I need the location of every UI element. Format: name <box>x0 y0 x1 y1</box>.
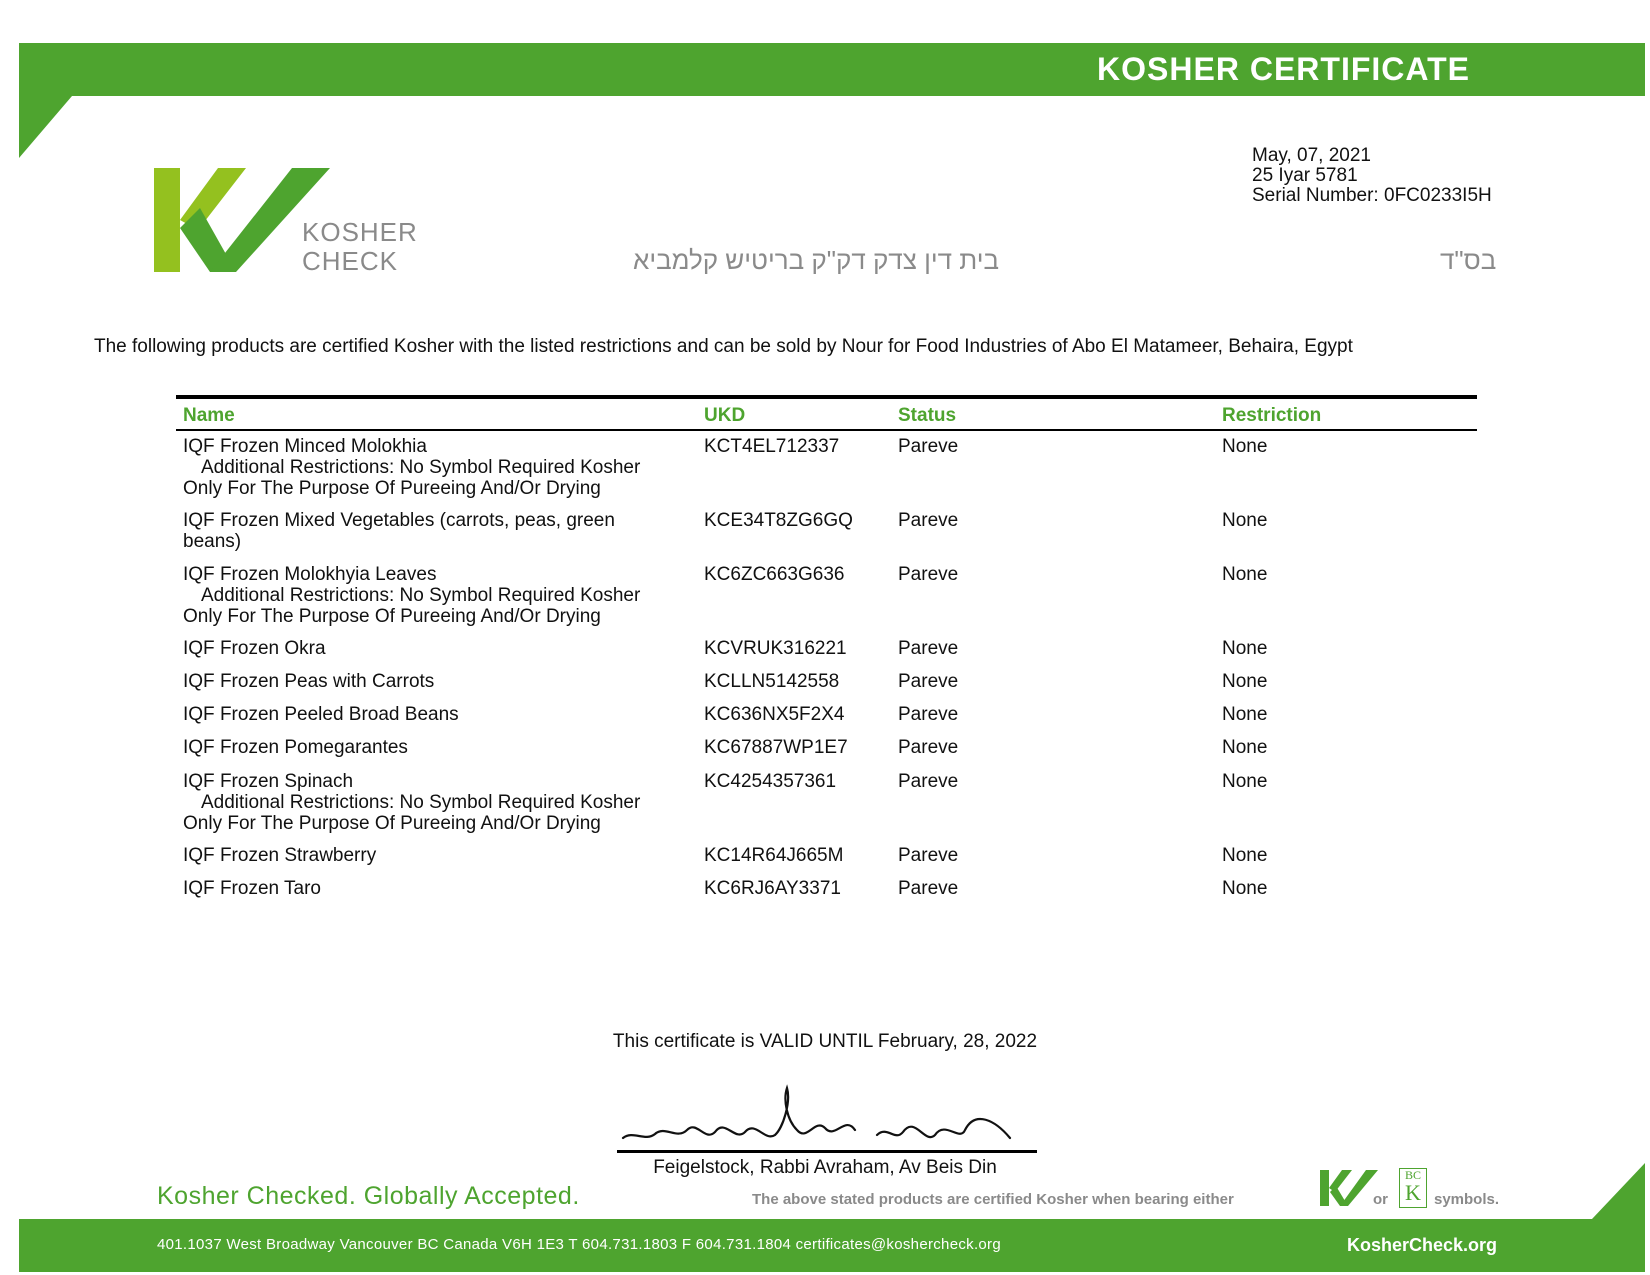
table-header-rule <box>176 429 1477 431</box>
footer-address: 401.1037 West Broadway Vancouver BC Canada V6H 1E3 T 604.731.1803 F 604.731.1804 certificates@koshercheck.org <box>157 1236 1001 1253</box>
hebrew-court-name: בית דין צדק דק"ק בריטיש קלמביא <box>633 245 999 275</box>
additional-restriction: Additional Restrictions: No Symbol Required Kosher <box>201 792 641 813</box>
product-name: IQF Frozen Spinach <box>183 771 354 792</box>
restriction-value: None <box>1222 845 1268 866</box>
status-value: Pareve <box>898 845 959 866</box>
product-name: IQF Frozen Taro <box>183 878 321 899</box>
status-value: Pareve <box>898 436 959 457</box>
symbols-text: symbols. <box>1434 1191 1500 1208</box>
product-name: IQF Frozen Molokhyia Leaves <box>183 564 437 585</box>
product-name: IQF Frozen Peas with Carrots <box>183 671 435 692</box>
footer-wedge <box>1592 1163 1645 1219</box>
bck-symbol-icon <box>1399 1168 1427 1208</box>
col-header-name: Name <box>183 405 235 426</box>
intro-statement: The following products are certified Kosher with the listed restrictions and can be sold by Nour for Food Industries of Abo El Matameer, Behaira, Egypt <box>94 336 1353 357</box>
table-top-rule <box>176 395 1477 399</box>
restriction-value: None <box>1222 564 1268 585</box>
signature-line <box>617 1150 1037 1153</box>
serial-number <box>1252 186 1492 206</box>
restriction-value: None <box>1222 510 1268 531</box>
product-name: IQF Frozen Peeled Broad Beans <box>183 704 459 725</box>
status-value: Pareve <box>898 671 959 692</box>
product-name: IQF Frozen Minced Molokhia <box>183 436 427 457</box>
logo-line-kosher: KOSHER <box>302 217 418 247</box>
status-value: Pareve <box>898 878 959 899</box>
additional-restriction: Additional Restrictions: No Symbol Required Kosher <box>201 585 641 606</box>
footer-website-link[interactable]: KosherCheck.org <box>1346 1235 1497 1255</box>
ukd-code: KC67887WP1E7 <box>704 737 848 758</box>
serial-label: Serial Number: <box>1252 185 1379 206</box>
product-name-cell <box>183 737 693 758</box>
restriction-value: None <box>1222 638 1268 659</box>
header-wedge <box>19 96 72 158</box>
ukd-code: KC6RJ6AY3371 <box>704 878 841 899</box>
ukd-code: KCT4EL712337 <box>704 436 840 457</box>
serial-value: 0FC0233I5H <box>1384 185 1492 206</box>
footer-slogan: Kosher Checked. Globally Accepted. <box>157 1182 580 1210</box>
ukd-code: KCE34T8ZG6GQ <box>704 510 853 531</box>
col-header-restriction: Restriction <box>1222 405 1322 426</box>
status-value: Pareve <box>898 510 959 531</box>
status-value: Pareve <box>898 638 959 659</box>
status-value: Pareve <box>898 564 959 585</box>
status-value: Pareve <box>898 737 959 758</box>
status-value: Pareve <box>898 704 959 725</box>
restriction-value: None <box>1222 704 1268 725</box>
product-name-continuation: Only For The Purpose Of Pureeing And/Or Drying <box>183 478 601 499</box>
hebrew-date: 25 Iyar 5781 <box>1252 165 1358 186</box>
ukd-code: KC636NX5F2X4 <box>704 704 845 725</box>
signer-name: Feigelstock, Rabbi Avraham, Av Beis Din <box>653 1157 997 1178</box>
restriction-value: None <box>1222 436 1268 457</box>
bck-top-text: BC <box>1404 1168 1421 1182</box>
restriction-value: None <box>1222 878 1268 899</box>
status-value: Pareve <box>898 771 959 792</box>
restriction-value: None <box>1222 737 1268 758</box>
product-name-continuation: beans) <box>183 531 242 552</box>
product-name-cell <box>183 845 693 866</box>
product-name-cell <box>183 564 693 627</box>
product-name-cell <box>183 671 693 692</box>
ukd-code: KC14R64J665M <box>704 845 844 866</box>
certificate-title: KOSHER CERTIFICATE <box>1097 51 1470 87</box>
restriction-value: None <box>1222 771 1268 792</box>
validity-statement: This certificate is VALID UNTIL February, 28, 2022 <box>612 1031 1038 1052</box>
product-name-cell <box>183 510 693 552</box>
product-name-continuation: Only For The Purpose Of Pureeing And/Or Drying <box>183 813 601 834</box>
col-header-ukd: UKD <box>704 405 746 426</box>
date-block <box>1252 146 1492 206</box>
hebrew-bsd: בס"ד <box>1440 245 1497 275</box>
bck-letter: K <box>1405 1180 1421 1205</box>
ukd-code: KC4254357361 <box>704 771 837 792</box>
product-name-continuation: Only For The Purpose Of Pureeing And/Or Drying <box>183 606 601 627</box>
symbol-note: The above stated products are certified Kosher when bearing either <box>752 1191 1234 1208</box>
logo-wordmark <box>302 218 418 276</box>
product-name: IQF Frozen Okra <box>183 638 326 659</box>
product-name: IQF Frozen Pomegarantes <box>183 737 408 758</box>
ukd-code: KCLLN5142558 <box>704 671 840 692</box>
restriction-value: None <box>1222 671 1268 692</box>
ukd-code: KC6ZC663G636 <box>704 564 845 585</box>
product-name-cell <box>183 436 693 499</box>
product-name: IQF Frozen Strawberry <box>183 845 377 866</box>
ukd-code: KCVRUK316221 <box>704 638 847 659</box>
product-name-cell <box>183 704 693 725</box>
product-name: IQF Frozen Mixed Vegetables (carrots, peas, green <box>183 510 615 531</box>
handwritten-signature <box>615 1080 1035 1155</box>
product-name-cell <box>183 638 693 659</box>
product-name-cell <box>183 878 693 899</box>
additional-restriction: Additional Restrictions: No Symbol Required Kosher <box>201 457 641 478</box>
logo-line-check: CHECK <box>302 246 399 276</box>
product-name-cell <box>183 771 693 834</box>
col-header-status: Status <box>898 405 957 426</box>
symbol-or-text: or <box>1373 1191 1388 1208</box>
issue-date: May, 07, 2021 <box>1252 145 1372 166</box>
